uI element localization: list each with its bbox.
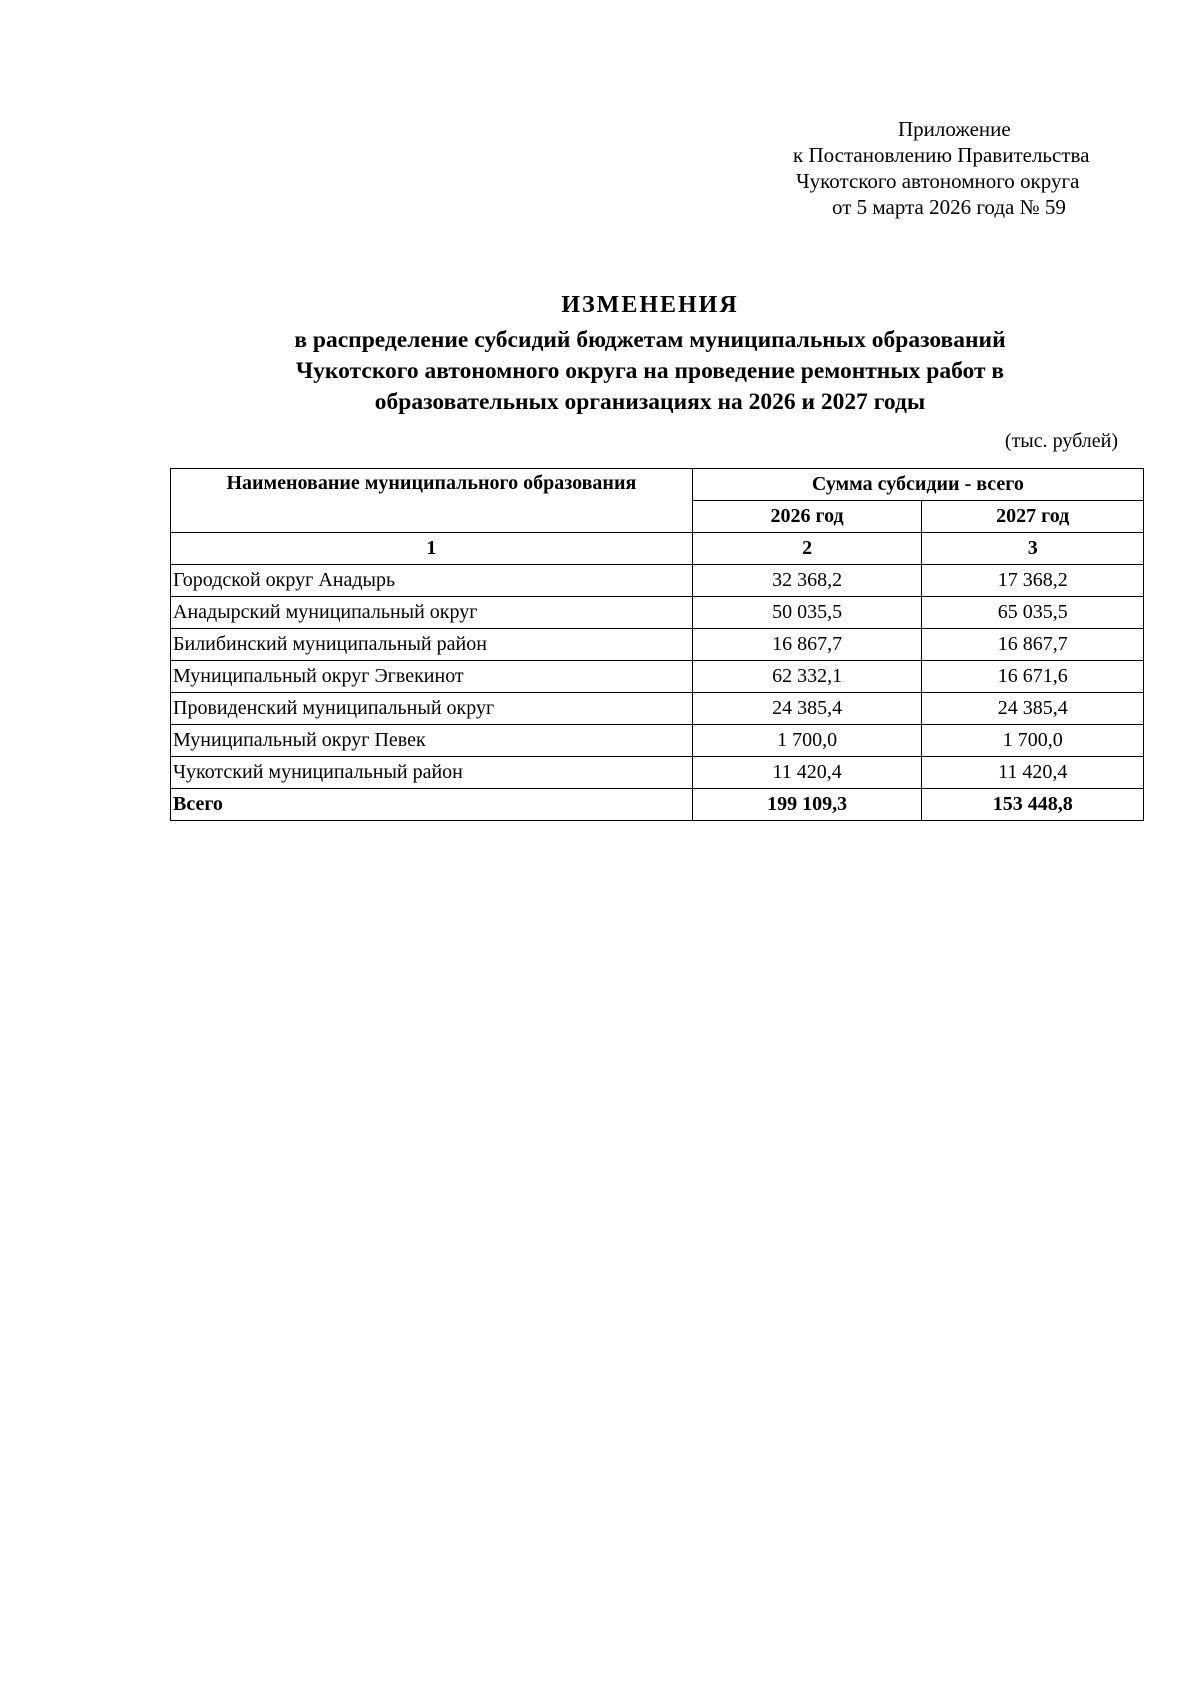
appendix-line: Приложение [898, 117, 1011, 141]
subtitle-line: Чукотского автономного округа на проведение ремонтных работ в [295, 358, 1005, 384]
amount-2027-cell: 65 035,5 [922, 597, 1144, 629]
table-row [171, 597, 1144, 629]
subtitle-line: в распределение субсидий бюджетам муниципальных образований [294, 327, 1006, 353]
amount-2027-cell: 17 368,2 [922, 565, 1144, 597]
amount-2026-cell: 11 420,4 [692, 757, 922, 789]
table-row [171, 757, 1144, 789]
appendix-line: Чукотского автономного округа [796, 169, 1080, 193]
column-number-row [171, 533, 1144, 565]
municipality-name-cell: Анадырский муниципальный округ [171, 597, 693, 629]
table-row [171, 725, 1144, 757]
column-number-cell: 2 [692, 533, 922, 565]
appendix-line: к Постановлению Правительства [793, 143, 1090, 167]
amount-2026-cell: 16 867,7 [692, 629, 922, 661]
document-subtitle [0, 325, 1200, 418]
header-year-2026-cell: 2026 год [692, 501, 922, 533]
amount-2026-cell: 24 385,4 [692, 693, 922, 725]
amount-2026-cell: 50 035,5 [692, 597, 922, 629]
total-2027-cell: 153 448,8 [922, 789, 1144, 821]
total-2026-cell: 199 109,3 [692, 789, 922, 821]
amount-2027-cell: 16 867,7 [922, 629, 1144, 661]
amount-2026-cell: 62 332,1 [692, 661, 922, 693]
header-name-cell: Наименование муниципального образования [171, 469, 693, 533]
amount-2026-cell: 32 368,2 [692, 565, 922, 597]
municipality-name-cell: Провиденский муниципальный округ [171, 693, 693, 725]
table-row [171, 629, 1144, 661]
document-title: ИЗМЕНЕНИЯ [561, 292, 739, 318]
total-label-cell: Всего [171, 789, 693, 821]
municipality-name-cell: Городской округ Анадырь [171, 565, 693, 597]
column-number-cell: 1 [171, 533, 693, 565]
subtitle-line: образовательных организациях на 2026 и 2027 годы [374, 389, 926, 415]
table-row [171, 693, 1144, 725]
municipality-name-cell: Муниципальный округ Певек [171, 725, 693, 757]
amount-2027-cell: 11 420,4 [922, 757, 1144, 789]
municipality-name-cell: Билибинский муниципальный район [171, 629, 693, 661]
municipality-name-cell: Муниципальный округ Эгвекинот [171, 661, 693, 693]
subsidy-table [170, 468, 1144, 821]
amount-2027-cell: 24 385,4 [922, 693, 1144, 725]
column-number-cell: 3 [922, 533, 1144, 565]
amount-2027-cell: 16 671,6 [922, 661, 1144, 693]
amount-2027-cell: 1 700,0 [922, 725, 1144, 757]
table-header-row [171, 469, 1144, 501]
amount-2026-cell: 1 700,0 [692, 725, 922, 757]
table-total-row [171, 789, 1144, 821]
appendix-block [770, 116, 1150, 220]
header-sum-cell: Сумма субсидии - всего [692, 469, 1143, 501]
table-row [171, 565, 1144, 597]
units-note: (тыс. рублей) [1004, 430, 1118, 452]
header-year-2027-cell: 2027 год [922, 501, 1144, 533]
table-row [171, 661, 1144, 693]
appendix-date-line: от 5 марта 2026 года № 59 [832, 195, 1066, 219]
municipality-name-cell: Чукотский муниципальный район [171, 757, 693, 789]
